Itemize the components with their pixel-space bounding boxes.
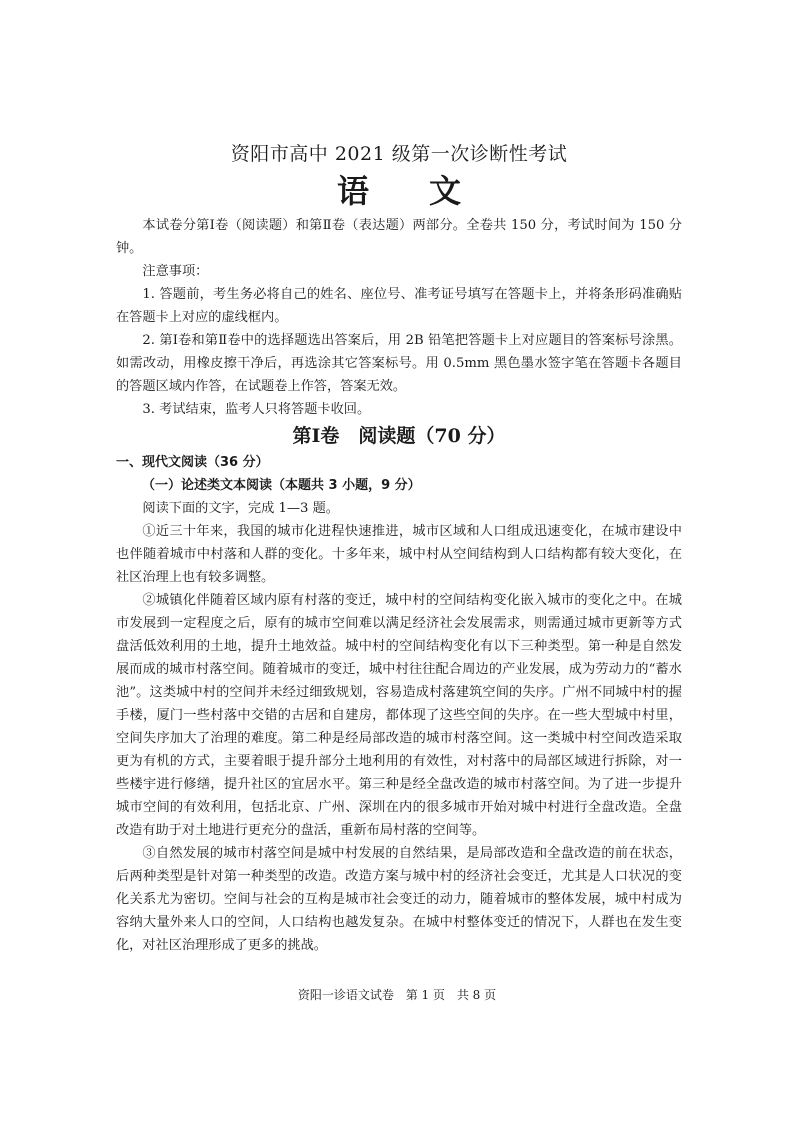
- footer-page-total: 共 8 页: [456, 988, 497, 1002]
- subject-char-2: 文: [429, 172, 462, 210]
- subject-char-1: 语: [336, 172, 369, 210]
- passage-paragraph-3: ③自然发展的城市村落空间是城中村发展的自然结果，是局部改造和全盘改造的前在状态，后两种类型是针对第一种类型的改造。改造方案与城中村的经济社会变迁，尤其是人口状况的变化关系尤为密切。空间与社会的互构是城市社会变迁的动力，随着城市的整体发展，城中村成为容纳大量外来人口的空间，人口结构也越发复杂。在城中村整体变迁的情况下，人群也在发生变化，对社区治理形成了更多的挑战。: [116, 846, 682, 953]
- passage-paragraph-2: ②城镇化伴随着区域内原有村落的变迁，城中村的空间结构变化嵌入城市的变化之中。在城市发展到一定程度之后，原有的城市空间难以满足经济社会发展需求，则需通过城市更新等方式盘活低效利用的土地，提升土地效益。城中村的空间结构变化有以下三种类型。第一种是自然发展而成的城市村落空间。随着城市的变迁，城中村往往配合周边的产业发展，成为劳动力的“蓄水池”。这类城中村的空间并未经过细致规划，容易造成村落建筑空间的失序。广州不同城中村的握手楼，厦门一些村落中交错的古居和自建房，都体现了这些空间的失序。在一些大型城中村里，空间失序加大了治理的难度。第二种是经局部改造的城市村落空间。这一类城中村空间改造采取更为有机的方式，主要着眼于提升部分土地利用的有效性，对村落中的局部区域进行拆除，对一些楼宇进行修缮，提升社区的宜居水平。第三种是经全盘改造的城市村落空间。为了进一步提升城市空间的有效利用，包括北京、广州、深圳在内的很多城市开始对城中村进行全盘改造。全盘改造有助于对土地进行更充分的盘活，重新布局村落的空间等。: [116, 593, 682, 838]
- part1-title: 第Ⅰ卷 阅读题（70 分）: [292, 425, 506, 447]
- reading-instruction: 阅读下面的文字，完成 1—3 题。: [142, 501, 339, 516]
- notice-item-3: 3. 考试结束，监考人只将答题卡收回。: [142, 402, 371, 417]
- footer-page-number: 第 1 页: [405, 988, 445, 1002]
- exam-overview: 本试卷分第Ⅰ卷（阅读题）和第Ⅱ卷（表达题）两部分。全卷共 150 分，考试时间为 150 分钟。: [116, 218, 682, 256]
- footer-exam-name: 资阳一诊语文试卷: [297, 988, 394, 1002]
- exam-title: 资阳市高中 2021 级第一次诊断性考试: [230, 143, 568, 165]
- section1-heading: 一、现代文阅读（36 分）: [116, 455, 269, 470]
- page-footer: [0, 986, 794, 1004]
- passage-paragraph-1: ①近三十年来，我国的城市化进程快速推进，城市区域和人口组成迅速变化，在城市建设中也伴随着城市中村落和人群的变化。十多年来，城中村从空间结构到人口结构都有较大变化，在社区治理上也有较多调整。: [116, 524, 682, 585]
- notice-item-1: 1. 答题前，考生务必将自己的姓名、座位号、准考证号填写在答题卡上，并将条形码准确贴在答题卡上对应的虚线框内。: [116, 287, 682, 325]
- notice-item-2: 2. 第Ⅰ卷和第Ⅱ卷中的选择题选出答案后，用 2B 铅笔把答题卡上对应题目的答案标号涂黑。如需改动，用橡皮擦干净后，再选涂其它答案标号。用 0.5mm 黑色墨水签字笔在答题卡各题目的答题区域内作答，在试题卷上作答，答案无效。: [116, 333, 682, 394]
- exam-page: [116, 140, 682, 957]
- notice-label: 注意事项：: [142, 264, 209, 279]
- subsection1-heading: （一）论述类文本阅读（本题共 3 小题，9 分）: [142, 478, 421, 493]
- subject-title: [116, 168, 682, 214]
